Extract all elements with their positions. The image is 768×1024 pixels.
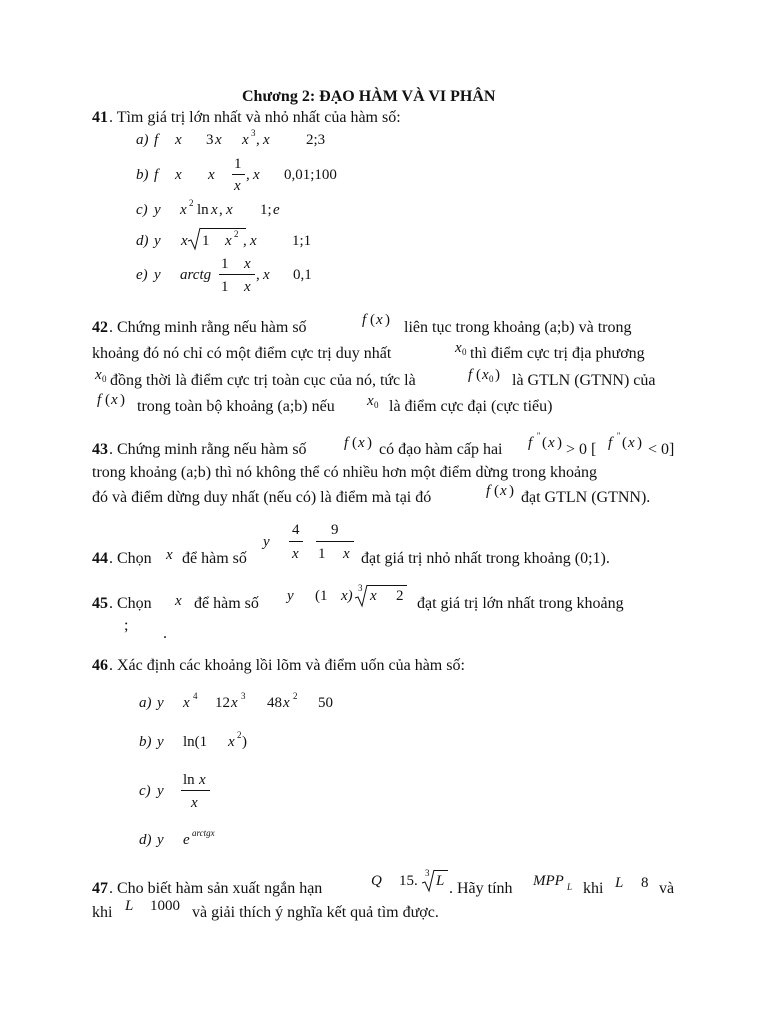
text: . Cho biết hàm sản xuất ngắn hạn (109, 880, 323, 897)
sqrt-overline (200, 228, 246, 229)
exponent: 2 (237, 730, 242, 740)
coef: 3 (206, 132, 214, 148)
double-prime: '' (617, 431, 621, 441)
cube-root-sign (355, 584, 369, 608)
var: y (157, 695, 164, 711)
var: y (157, 783, 164, 799)
var: e (273, 202, 280, 218)
paren: ( (370, 312, 375, 328)
var: x (211, 202, 218, 218)
text: đạt giá trị nhỏ nhất trong khoảng (0;1). (361, 550, 610, 567)
var: f (486, 483, 491, 499)
fraction-bar (316, 541, 354, 542)
number: 8 (641, 875, 649, 891)
var: x (376, 312, 383, 328)
double-prime: '' (537, 431, 541, 441)
label: d) (139, 832, 152, 848)
inequality: < 0] (648, 441, 675, 458)
var: x) (341, 588, 353, 604)
var: x (367, 393, 374, 409)
text: khi (583, 880, 604, 897)
paren: ) (495, 367, 500, 383)
paren: ) (120, 392, 125, 408)
function: arctg (180, 267, 212, 283)
paren: ( (494, 483, 499, 499)
text: . Chứng minh rằng nếu hàm số (109, 319, 307, 336)
var: f (608, 435, 613, 451)
text: liên tục trong khoảng (a;b) và trong (404, 319, 632, 336)
label: c) (139, 783, 151, 799)
paren: ) (557, 435, 562, 451)
label: b) (136, 167, 149, 183)
coef: 12 (215, 695, 230, 711)
var: x (225, 233, 232, 249)
var: x (242, 132, 249, 148)
var: L (125, 898, 134, 914)
interval-sep: ; (124, 617, 129, 634)
var: x (370, 588, 377, 604)
var: x (358, 435, 365, 451)
var: x (215, 132, 222, 148)
var: x (283, 695, 290, 711)
subscript: 0 (102, 374, 107, 384)
text: khi (92, 904, 113, 921)
var: f (528, 435, 533, 451)
var: x (208, 167, 215, 183)
root-overline (434, 870, 448, 871)
problem-number: 45 (92, 595, 108, 612)
label: a) (139, 695, 152, 711)
text: và giải thích ý nghĩa kết quả tìm được. (192, 904, 439, 921)
problem-number: 42 (92, 319, 108, 336)
var: x (228, 734, 235, 750)
var: x (548, 435, 555, 451)
number: 1000 (150, 898, 180, 914)
var: x (263, 132, 270, 148)
constant: 50 (318, 695, 333, 711)
var: x (231, 695, 238, 711)
var: x (180, 202, 187, 218)
var: y (154, 202, 161, 218)
paren: ( (622, 435, 627, 451)
var: x (253, 167, 260, 183)
text: là GTLN (GTNN) của (512, 372, 656, 389)
text: khoảng đó nó chỉ có một điểm cực trị duy nhất (92, 345, 392, 362)
paren: ( (542, 435, 547, 451)
denominator: 1 (221, 279, 229, 295)
subscript: 0 (374, 400, 379, 410)
denominator: x (191, 795, 198, 811)
text: . Hãy tính (449, 880, 513, 897)
var: x (111, 392, 118, 408)
subscript: L (567, 882, 573, 892)
numerator: 4 (292, 522, 300, 538)
coef: 48 (267, 695, 282, 711)
var: x (500, 483, 507, 499)
var: y (154, 267, 161, 283)
denominator: 1 (318, 546, 326, 562)
text: đó và điểm dừng duy nhất (nếu có) là điểm mà tại đó (92, 489, 432, 506)
function: ln(1 (183, 734, 208, 750)
var: x (166, 547, 173, 563)
exponent: arctgx (192, 828, 215, 838)
var: Q (371, 873, 382, 889)
var: x (628, 435, 635, 451)
root-index: 3 (425, 868, 430, 878)
var: y (157, 734, 164, 750)
paren: ) (385, 312, 390, 328)
var: x (175, 593, 182, 609)
paren: ) (509, 483, 514, 499)
paren: ( (476, 367, 481, 383)
range: 2;3 (306, 132, 326, 148)
denominator: x (292, 546, 299, 562)
comma: , (219, 202, 223, 218)
exponent: 3 (251, 128, 256, 138)
comma: , (246, 167, 250, 183)
numerator: 9 (331, 522, 339, 538)
comma: , (243, 233, 247, 249)
var: L (436, 873, 445, 889)
paren-group: (1 (315, 588, 328, 604)
number: 2 (396, 588, 404, 604)
var: f (468, 367, 473, 383)
problem-number: 47 (92, 880, 108, 897)
fraction-bar (181, 790, 210, 791)
range: 0,1 (293, 267, 312, 283)
paren: ) (637, 435, 642, 451)
number: 1 (202, 233, 210, 249)
exponent: 4 (193, 691, 198, 701)
problem-number: 46 (92, 657, 108, 674)
root-index: 3 (358, 583, 363, 593)
label: b) (139, 734, 152, 750)
var: f (344, 435, 349, 451)
paren: ( (105, 392, 110, 408)
label: e) (136, 267, 148, 283)
var: x (226, 202, 233, 218)
var: f (154, 132, 159, 148)
var: f (154, 167, 159, 183)
text: để hàm số (182, 550, 247, 567)
text: trong khoảng (a;b) thì nó không thể có nhiều hơn một điểm dừng trong khoảng (92, 464, 598, 481)
text: đạt GTLN (GTNN). (521, 489, 651, 506)
fraction-bar (289, 541, 303, 542)
inequality: > 0 [ (566, 441, 597, 458)
label: d) (136, 233, 149, 249)
text: đồng thời là điểm cực trị toàn cục của nó, tức là (110, 372, 416, 389)
problem-number: 44 (92, 550, 108, 567)
coef: 15. (399, 873, 418, 889)
var: x (181, 233, 188, 249)
text: đạt giá trị lớn nhất trong khoảng (417, 595, 624, 612)
var: y (154, 233, 161, 249)
cube-root-sign (422, 869, 436, 893)
comma: , (256, 267, 260, 283)
denominator: x (343, 546, 350, 562)
text: và (659, 880, 675, 897)
label: c) (136, 202, 148, 218)
var: f (97, 392, 102, 408)
problem-number: 41 (92, 109, 108, 126)
numerator: 1 (234, 156, 242, 172)
numerator: x (244, 256, 251, 272)
var: y (287, 588, 294, 604)
paren: ) (242, 734, 247, 750)
var: f (362, 312, 367, 328)
var: x (175, 167, 182, 183)
range: 1; (260, 202, 272, 218)
paren: ( (352, 435, 357, 451)
text: trong toàn bộ khoảng (a;b) nếu (137, 398, 335, 415)
numerator: ln (183, 772, 195, 788)
exponent: 3 (241, 691, 246, 701)
problem-number: 43 (92, 441, 108, 458)
var: L (615, 875, 624, 891)
text: có đạo hàm cấp hai (379, 441, 503, 458)
var: x (482, 367, 489, 383)
text: là điểm cực đại (cực tiểu) (389, 398, 553, 415)
exponent: 2 (234, 229, 239, 239)
text: . Chọn (109, 550, 152, 567)
numerator: 1 (221, 256, 229, 272)
problem-text: . Tìm giá trị lớn nhất và nhỏ nhất của hàm số: (109, 109, 401, 126)
denominator: x (244, 279, 251, 295)
interval-end: . (163, 625, 167, 642)
label: a) (136, 132, 149, 148)
root-overline (367, 585, 407, 586)
denominator: x (234, 178, 241, 194)
var: x (183, 695, 190, 711)
range: 0,01;100 (284, 167, 337, 183)
problem-text: . Xác định các khoảng lồi lõm và điểm uốn của hàm số: (109, 657, 465, 674)
var: x (455, 340, 462, 356)
paren: ) (367, 435, 372, 451)
var: x (175, 132, 182, 148)
text: để hàm số (194, 595, 259, 612)
text: . Chứng minh rằng nếu hàm số (109, 441, 307, 458)
var: e (183, 832, 190, 848)
numerator: x (199, 772, 206, 788)
fraction-bar (219, 274, 255, 275)
page-title: Chương 2: ĐẠO HÀM VÀ VI PHÂN (242, 88, 496, 105)
range: 1;1 (292, 233, 312, 249)
exponent: 2 (189, 198, 194, 208)
var: x (95, 367, 102, 383)
var: y (263, 534, 270, 550)
var: y (157, 832, 164, 848)
comma: , (256, 132, 260, 148)
subscript: 0 (462, 347, 467, 357)
text: . Chọn (109, 595, 152, 612)
var: x (263, 267, 270, 283)
var: MPP (533, 873, 564, 889)
sqrt-sign (188, 227, 202, 251)
exponent: 2 (293, 691, 298, 701)
text: thì điểm cực trị địa phương (470, 345, 645, 362)
function: ln (197, 202, 209, 218)
fraction-bar (232, 174, 245, 175)
subscript: 0 (489, 374, 494, 384)
var: x (250, 233, 257, 249)
